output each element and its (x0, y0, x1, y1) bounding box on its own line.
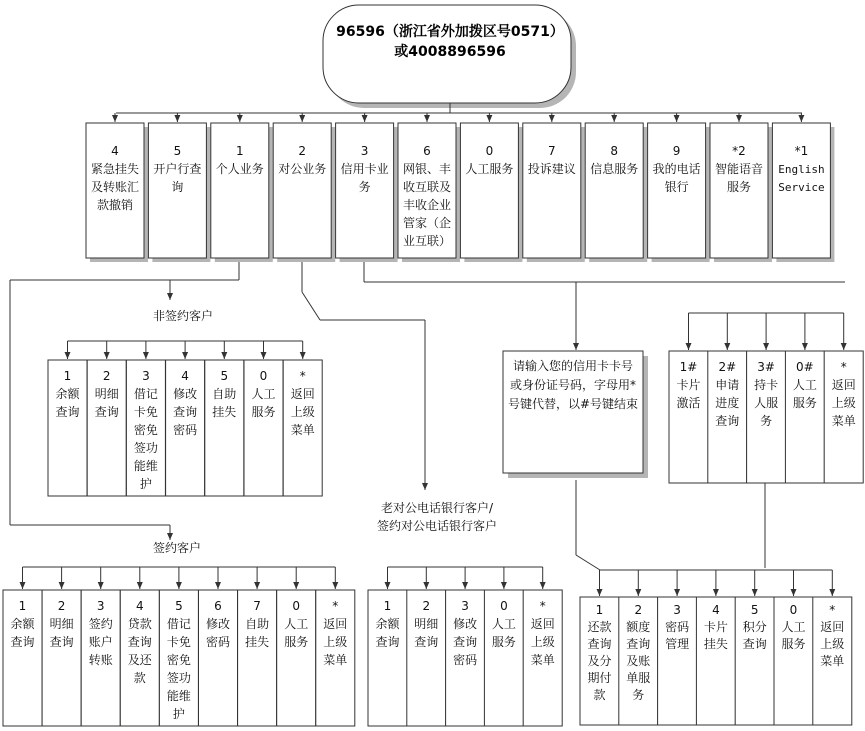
menu-option-2-line-2: 开户行查 (153, 162, 202, 176)
corp-item-3-line-3: 查询 (453, 635, 478, 649)
credit-top-item-3-line-1: 3# (757, 360, 775, 374)
menu-option-3-line-1: 1 (235, 144, 244, 158)
menu-option-5-line-1: 3 (360, 144, 369, 158)
nonsign-item-1-line-3: 查询 (55, 405, 80, 419)
credit-top-item-2-line-2: 申请 (715, 378, 740, 392)
credit-bottom-item-6-line-2: 人工 (781, 620, 806, 634)
sign-item-6[interactable] (199, 590, 238, 726)
credit-bottom-item-3[interactable] (658, 597, 697, 725)
corp-item-1-line-2: 余额 (375, 617, 400, 631)
sign-item-5-line-1: 5 (175, 599, 183, 613)
sign-label: 签约客户 (152, 541, 202, 555)
menu-option-9[interactable] (585, 123, 647, 262)
menu-option-6-line-5: 管家（企 (402, 216, 452, 230)
sign-item-3-line-2: 签约 (88, 617, 113, 631)
menu-option-2[interactable] (148, 123, 210, 262)
sign-item-9-line-2: 返回 (323, 617, 348, 631)
credit-prompt-line-2: 或身份证号码，字母用* (509, 378, 637, 392)
menu-option-6-line-4: 丰收企业 (402, 198, 452, 212)
menu-option-8-line-2: 投诉建议 (527, 162, 576, 176)
sign-item-5[interactable] (159, 590, 198, 726)
sign-item-2-line-3: 查询 (49, 635, 74, 649)
sign-item-6-line-1: 6 (214, 599, 222, 613)
sign-item-6-line-2: 修改 (205, 617, 231, 631)
sign-item-5-line-3: 卡免 (166, 635, 191, 649)
sign-item-7[interactable] (238, 590, 277, 726)
sign-item-4-line-2: 贷款 (127, 617, 152, 631)
credit-top-item-1-line-1: 1# (679, 360, 698, 374)
credit-bottom-item-1-line-3: 查询 (587, 637, 612, 651)
credit-bottom-item-4-line-2: 卡片 (703, 620, 728, 634)
nonsign-item-3-line-2: 借记 (133, 387, 158, 401)
credit-bottom-item-3-line-2: 密码 (665, 620, 690, 634)
sign-item-5-line-5: 签功 (166, 671, 191, 685)
credit-top-item-1-line-2: 卡片 (676, 378, 701, 392)
sign-item-1[interactable] (3, 590, 42, 726)
menu-option-1[interactable] (86, 123, 148, 262)
credit-bottom-item-7-line-4: 菜单 (820, 654, 845, 668)
sign-menu (3, 590, 355, 726)
corp-item-1[interactable] (368, 590, 407, 726)
nonsign-item-6[interactable] (244, 360, 283, 496)
credit-top-item-1[interactable] (669, 351, 708, 483)
corp-item-1-line-1: 1 (383, 599, 392, 613)
menu-option-12-line-1: *1 (794, 144, 809, 158)
menu-option-5-line-2: 信用卡业 (340, 162, 389, 176)
nonsign-item-3[interactable] (126, 360, 165, 496)
menu-option-1-line-1: 4 (111, 144, 119, 158)
credit-bottom-item-6-line-1: 0 (789, 603, 798, 617)
credit-prompt-line-1: 请输入您的信用卡卡号 (512, 359, 634, 373)
menu-option-6[interactable] (398, 123, 460, 262)
nonsign-item-5[interactable] (205, 360, 244, 496)
nonsign-item-2-line-1: 2 (102, 369, 111, 383)
credit-bottom-item-1[interactable] (580, 597, 619, 725)
sign-item-4[interactable] (120, 590, 159, 726)
sign-item-3-line-4: 转账 (88, 653, 113, 667)
credit-top-item-2-line-4: 查询 (715, 414, 740, 428)
credit-bottom-item-1-line-6: 款 (593, 688, 606, 702)
sign-item-2-line-2: 明细 (49, 617, 74, 631)
nonsign-item-3-line-1: 3 (142, 369, 150, 383)
nonsign-item-4-line-3: 查询 (173, 405, 198, 419)
corp-item-3[interactable] (446, 590, 485, 726)
credit-bottom-item-7-line-3: 上级 (820, 637, 845, 651)
menu-option-6-line-3: 收互联及 (402, 180, 452, 194)
menu-option-11-line-2: 智能语音 (714, 162, 764, 176)
corp-menu (368, 590, 562, 726)
sign-item-5-line-4: 密免 (166, 653, 191, 667)
credit-bottom-item-5[interactable] (735, 597, 774, 725)
nonsign-item-1[interactable] (48, 360, 87, 496)
nonsign-item-2-line-3: 查询 (94, 405, 119, 419)
menu-option-10-line-2: 我的电话 (652, 162, 701, 176)
root-node (323, 5, 576, 108)
credit-prompt-box (503, 351, 648, 478)
sign-item-7-line-1: 7 (253, 599, 261, 613)
credit-top-item-3-line-4: 务 (760, 414, 773, 428)
sign-item-8-line-1: 0 (292, 599, 301, 613)
corp-item-5-line-1: * (539, 599, 546, 613)
menu-option-11-line-1: *2 (732, 144, 746, 158)
credit-top-item-4-line-3: 服务 (792, 396, 817, 410)
credit-top-item-4-line-2: 人工 (792, 378, 817, 392)
nonsign-item-7-line-1: * (299, 369, 306, 383)
credit-top-item-2-line-3: 进度 (715, 396, 740, 410)
menu-option-6-line-2: 网银、丰 (402, 162, 452, 176)
menu-option-6-line-6: 业互联） (402, 234, 452, 248)
menu-option-9-line-2: 信息服务 (590, 162, 639, 176)
nonsign-item-4-line-1: 4 (181, 369, 189, 383)
nonsign-item-7[interactable] (283, 360, 322, 496)
corp-item-2-line-3: 查询 (414, 635, 439, 649)
menu-option-1-line-2: 紧急挂失 (90, 162, 140, 176)
menu-option-5[interactable] (336, 123, 398, 262)
menu-option-12-line-2: English (778, 163, 825, 176)
menu-option-6-line-1: 6 (423, 144, 431, 158)
root-line-1: 96596（浙江省外加拨区号0571） (336, 24, 564, 40)
nonsign-item-7-line-4: 菜单 (290, 423, 315, 437)
menu-option-12-line-3: Service (778, 181, 825, 194)
menu-option-3[interactable] (211, 123, 273, 262)
sign-item-1-line-1: 1 (18, 599, 27, 613)
sign-item-4-line-4: 及还 (127, 653, 152, 667)
credit-bottom-item-5-line-2: 积分 (742, 620, 767, 634)
credit-top-item-4-line-1: 0# (796, 360, 814, 374)
sign-item-8-line-3: 服务 (284, 635, 309, 649)
corp-item-5[interactable] (523, 590, 562, 726)
nonsign-item-7-line-2: 返回 (290, 387, 315, 401)
sign-item-7-line-3: 挂失 (245, 635, 270, 649)
sign-item-4-line-5: 款 (133, 671, 146, 685)
credit-bottom-item-7-line-1: * (829, 603, 836, 617)
sign-item-9-line-4: 菜单 (323, 653, 348, 667)
credit-bottom-item-7-line-2: 返回 (820, 620, 845, 634)
menu-option-11-line-3: 服务 (726, 180, 752, 194)
sign-item-5-line-2: 借记 (166, 617, 191, 631)
credit-bottom-menu (580, 597, 852, 725)
corp-item-2-line-2: 明细 (414, 617, 439, 631)
credit-bottom-item-4-line-1: 4 (712, 603, 720, 617)
sign-item-8-line-2: 人工 (284, 617, 309, 631)
credit-top-item-5-line-4: 菜单 (831, 414, 856, 428)
credit-bottom-item-2-line-6: 务 (632, 688, 645, 702)
nonsign-item-2-line-2: 明细 (94, 387, 119, 401)
corp-item-4-line-3: 服务 (491, 635, 516, 649)
sign-item-2-line-1: 2 (57, 599, 66, 613)
menu-option-1-line-3: 及转账汇 (90, 180, 140, 194)
sign-item-3-line-1: 3 (96, 599, 105, 613)
credit-bottom-item-4-line-3: 挂失 (703, 637, 728, 651)
credit-bottom-item-7[interactable] (813, 597, 852, 725)
credit-bottom-item-5-line-1: 5 (750, 603, 759, 617)
corp-item-5-line-3: 上级 (530, 635, 555, 649)
sign-item-4-line-1: 4 (135, 599, 144, 613)
nonsign-item-3-line-7: 护 (139, 477, 152, 491)
menu-option-9-line-1: 8 (610, 144, 619, 158)
sign-item-9-line-1: * (332, 599, 339, 613)
nonsign-item-2[interactable] (87, 360, 126, 496)
corp-item-4-line-2: 人工 (491, 617, 516, 631)
nonsign-item-4-line-4: 密码 (173, 423, 198, 437)
sign-item-2[interactable] (42, 590, 81, 726)
root-line-2: 或4008896596 (394, 44, 506, 60)
corp-label-line-1: 老对公电话银行客户/ (380, 501, 494, 515)
nonsign-menu (48, 360, 322, 496)
credit-top-item-3[interactable] (747, 351, 786, 483)
corp-item-5-line-2: 返回 (530, 617, 555, 631)
sign-item-9-line-3: 上级 (323, 635, 348, 649)
credit-top-item-5-line-3: 上级 (831, 396, 856, 410)
credit-bottom-item-6[interactable] (774, 597, 813, 725)
sign-item-9[interactable] (316, 590, 355, 726)
nonsign-item-4-line-2: 修改 (173, 387, 198, 401)
credit-bottom-item-2-line-3: 查询 (626, 637, 651, 651)
menu-option-1-line-4: 款撤销 (96, 198, 134, 212)
credit-bottom-item-2-line-5: 单服 (626, 671, 651, 685)
nonsign-item-1-line-2: 余额 (55, 387, 80, 401)
credit-top-item-1-line-3: 激活 (676, 396, 701, 410)
sign-item-7-line-2: 自助 (245, 617, 270, 631)
sign-item-1-line-2: 余额 (10, 617, 35, 631)
credit-top-menu (669, 351, 863, 483)
nonsign-item-3-line-5: 签功 (133, 441, 158, 455)
menu-option-7-line-1: 0 (485, 144, 494, 158)
sign-item-8[interactable] (277, 590, 316, 726)
sign-item-3-line-3: 账户 (88, 635, 113, 649)
menu-option-7-line-2: 人工服务 (465, 162, 514, 176)
credit-top-item-3-line-2: 持卡 (754, 378, 779, 392)
corp-item-3-line-2: 修改 (453, 617, 478, 631)
menu-option-12[interactable] (772, 123, 834, 262)
credit-bottom-item-4[interactable] (696, 597, 735, 725)
menu-option-8-line-1: 7 (547, 144, 556, 158)
menu-option-10-line-3: 银行 (664, 180, 689, 194)
menu-option-10-line-1: 9 (672, 144, 681, 158)
credit-prompt-line-3: 号键代替，以#号键结束 (507, 397, 639, 411)
corp-item-5-line-4: 菜单 (530, 653, 555, 667)
credit-bottom-item-1-line-2: 还款 (587, 620, 612, 634)
corp-item-3-line-4: 密码 (453, 653, 478, 667)
menu-option-7[interactable] (460, 123, 522, 262)
menu-option-3-line-2: 个人业务 (215, 162, 264, 176)
menu-option-8[interactable] (523, 123, 585, 262)
sign-item-3[interactable] (81, 590, 120, 726)
corp-item-4-line-1: 0 (500, 599, 508, 613)
sign-item-5-line-6: 能维 (166, 689, 191, 703)
main-menu-row (86, 123, 834, 262)
nonsign-item-6-line-3: 服务 (251, 405, 276, 419)
credit-bottom-item-1-line-4: 及分 (587, 654, 612, 668)
corp-item-2-line-1: 2 (422, 599, 431, 613)
credit-top-item-5-line-2: 返回 (831, 378, 856, 392)
credit-bottom-item-2-line-4: 及账 (626, 654, 651, 668)
nonsign-item-5-line-1: 5 (220, 369, 229, 383)
credit-top-item-2-line-1: 2# (718, 360, 737, 374)
corp-item-4[interactable] (484, 590, 523, 726)
credit-top-item-2[interactable] (708, 351, 747, 483)
menu-option-2-line-3: 询 (171, 180, 184, 194)
credit-bottom-item-3-line-3: 管理 (665, 637, 690, 651)
corp-item-2[interactable] (407, 590, 446, 726)
credit-bottom-item-1-line-5: 期付 (587, 671, 612, 685)
sign-item-1-line-3: 查询 (10, 635, 35, 649)
menu-option-4-line-1: 2 (298, 144, 307, 158)
nonsign-item-3-line-6: 能维 (133, 459, 158, 473)
nonsign-item-5-line-3: 挂失 (212, 405, 237, 419)
sign-item-6-line-3: 密码 (205, 635, 231, 649)
credit-bottom-item-6-line-3: 服务 (781, 637, 806, 651)
nonsign-item-3-line-4: 密免 (133, 423, 158, 437)
menu-option-4-line-2: 对公业务 (278, 162, 327, 176)
credit-bottom-item-3-line-1: 3 (673, 603, 681, 617)
credit-bottom-item-2-line-1: 2 (634, 603, 643, 617)
credit-bottom-item-5-line-3: 查询 (742, 637, 767, 651)
nonsign-label: 非签约客户 (152, 309, 214, 323)
nonsign-item-7-line-3: 上级 (290, 405, 315, 419)
menu-option-2-line-1: 5 (173, 144, 182, 158)
sign-item-5-line-7: 护 (172, 707, 185, 721)
corp-item-1-line-3: 查询 (375, 635, 400, 649)
credit-bottom-item-2[interactable] (619, 597, 658, 725)
credit-top-item-5-line-1: * (840, 360, 847, 374)
credit-top-item-3-line-3: 人服 (754, 396, 779, 410)
nonsign-item-4[interactable] (166, 360, 205, 496)
nonsign-item-6-line-1: 0 (259, 369, 268, 383)
nonsign-item-1-line-1: 1 (63, 369, 72, 383)
sign-item-4-line-3: 查询 (127, 635, 152, 649)
credit-top-item-4[interactable] (785, 351, 824, 483)
corp-item-3-line-1: 3 (461, 599, 469, 613)
nonsign-item-3-line-3: 卡免 (133, 405, 158, 419)
menu-option-10[interactable] (648, 123, 710, 262)
credit-bottom-item-2-line-2: 额度 (626, 620, 651, 634)
nonsign-item-6-line-2: 人工 (251, 387, 276, 401)
menu-option-4[interactable] (273, 123, 335, 262)
nonsign-item-5-line-2: 自助 (212, 387, 237, 401)
corp-label-line-2: 签约对公电话银行客户 (376, 519, 498, 533)
menu-option-11[interactable] (710, 123, 772, 262)
menu-option-5-line-3: 务 (358, 180, 371, 194)
credit-top-item-5[interactable] (824, 351, 863, 483)
credit-bottom-item-1-line-1: 1 (595, 603, 604, 617)
